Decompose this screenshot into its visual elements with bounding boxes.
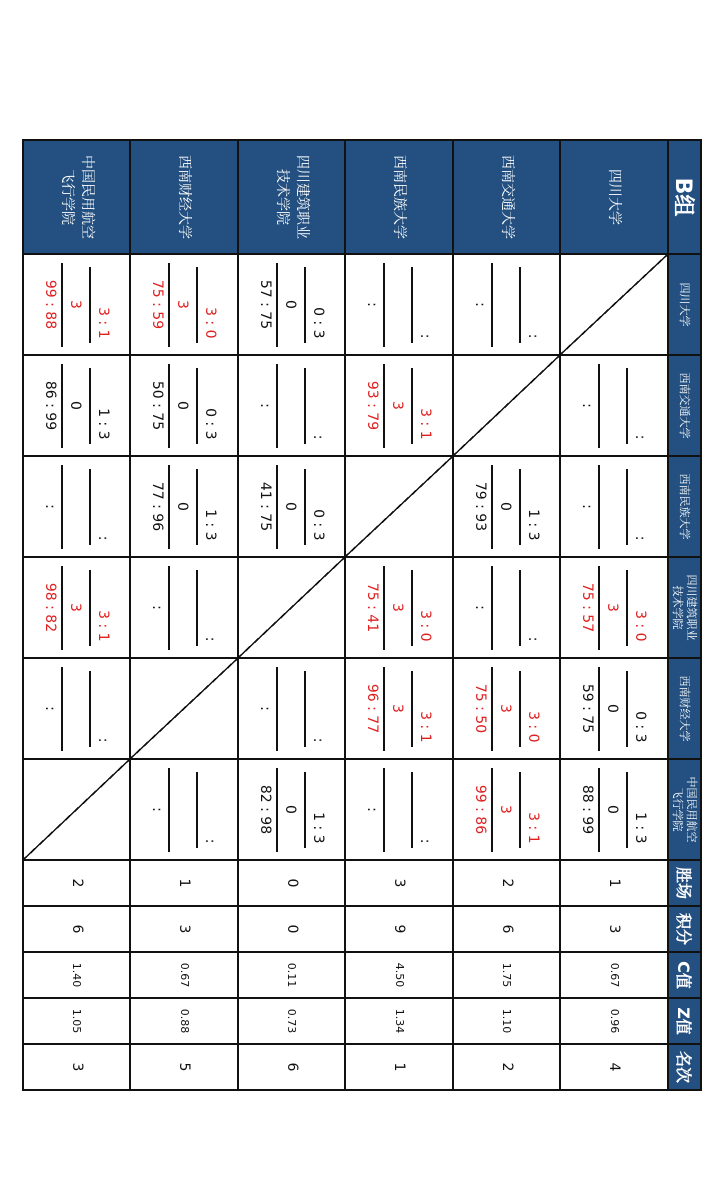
points-value: 3 [131, 906, 239, 952]
self-match-cell [561, 254, 669, 355]
total-points-score: : [576, 465, 600, 549]
self-match-cell [346, 456, 454, 557]
match-cell [453, 557, 561, 658]
self-match-cell [131, 658, 239, 759]
total-points-score: 75 : 41 [361, 566, 385, 650]
set-score: : [411, 267, 437, 343]
z-value: 0.88 [131, 998, 239, 1044]
set-score: : [196, 772, 222, 848]
rank-value: 5 [131, 1044, 239, 1090]
match-cell [23, 456, 131, 557]
match-result [132, 760, 238, 859]
set-score: : [519, 570, 545, 646]
total-points-score: : [361, 263, 385, 347]
match-result [24, 558, 130, 657]
table-row [238, 140, 346, 1090]
total-points-score: : [469, 263, 493, 347]
match-result [239, 659, 345, 758]
points-value: 6 [23, 906, 131, 952]
match-cell [131, 254, 239, 355]
match-cell [561, 759, 669, 860]
set-score: 1 : 3 [196, 469, 222, 545]
column-header-stat: 积分 [668, 906, 701, 952]
match-points: 3 [174, 300, 191, 309]
wins-value: 3 [346, 860, 454, 906]
set-score: 1 : 3 [519, 469, 545, 545]
match-result [347, 255, 453, 354]
z-value: 0.96 [561, 998, 669, 1044]
c-value: 1.75 [453, 952, 561, 998]
set-score: : [196, 570, 222, 646]
c-value: 0.11 [238, 952, 346, 998]
table-row [131, 140, 239, 1090]
column-header-stat: C值 [668, 952, 701, 998]
set-score: : [519, 267, 545, 343]
match-points: 3 [496, 805, 513, 814]
table-body [23, 140, 668, 1090]
match-points: 3 [389, 401, 406, 410]
set-score: 3 : 0 [626, 570, 652, 646]
match-points [387, 807, 407, 811]
set-score: 3 : 1 [89, 267, 115, 343]
match-cell [238, 254, 346, 355]
match-points: 0 [174, 401, 191, 410]
match-points [65, 504, 85, 508]
match-result [347, 659, 453, 758]
match-points [602, 504, 622, 508]
match-cell [561, 456, 669, 557]
match-points [495, 302, 515, 306]
self-match-cell [23, 759, 131, 860]
table-row [453, 140, 561, 1090]
set-score: 1 : 3 [304, 772, 330, 848]
match-cell [238, 355, 346, 456]
total-points-score: 99 : 88 [39, 263, 63, 347]
set-score: 3 : 1 [519, 772, 545, 848]
match-cell [561, 557, 669, 658]
total-points-score: 75 : 59 [146, 263, 170, 347]
match-result [454, 255, 560, 354]
points-value: 9 [346, 906, 454, 952]
match-cell [238, 456, 346, 557]
match-result [562, 457, 668, 556]
match-points: 0 [604, 704, 621, 713]
group-title: B组 [668, 140, 701, 254]
c-value: 1.40 [23, 952, 131, 998]
set-score: 3 : 0 [519, 671, 545, 747]
set-score: : [304, 368, 330, 444]
match-result [347, 558, 453, 657]
match-cell [346, 759, 454, 860]
z-value: 1.05 [23, 998, 131, 1044]
match-result [454, 659, 560, 758]
set-score: 1 : 3 [626, 772, 652, 848]
match-result [24, 457, 130, 556]
match-result [347, 356, 453, 455]
match-result [562, 760, 668, 859]
match-points: 3 [389, 603, 406, 612]
match-cell [23, 557, 131, 658]
match-cell [453, 759, 561, 860]
set-score: 3 : 1 [89, 570, 115, 646]
rank-value: 3 [23, 1044, 131, 1090]
c-value: 0.67 [561, 952, 669, 998]
total-points-score: : [254, 364, 278, 448]
total-points-score: : [576, 364, 600, 448]
set-score: : [411, 772, 437, 848]
match-points: 0 [174, 502, 191, 511]
row-header-team: 西南民族大学 [346, 140, 454, 254]
rank-value: 2 [453, 1044, 561, 1090]
match-result [132, 255, 238, 354]
match-points: 3 [66, 300, 83, 309]
self-match-cell [453, 355, 561, 456]
match-result [132, 457, 238, 556]
match-cell [131, 557, 239, 658]
total-points-score: 59 : 75 [576, 667, 600, 751]
total-points-score: : [146, 768, 170, 852]
set-score: : [626, 368, 652, 444]
points-value: 0 [238, 906, 346, 952]
row-header-team: 西南交通大学 [453, 140, 561, 254]
table-row [561, 140, 669, 1090]
match-cell [453, 658, 561, 759]
match-cell [23, 254, 131, 355]
c-value: 0.67 [131, 952, 239, 998]
match-result [24, 659, 130, 758]
match-points [65, 706, 85, 710]
total-points-score: 41 : 75 [254, 465, 278, 549]
match-points: 0 [281, 300, 298, 309]
match-points: 0 [281, 805, 298, 814]
self-match-cell [238, 557, 346, 658]
match-result [239, 760, 345, 859]
total-points-score: 79 : 93 [469, 465, 493, 549]
total-points-score: 96 : 77 [361, 667, 385, 751]
total-points-score: : [254, 667, 278, 751]
rank-value: 4 [561, 1044, 669, 1090]
total-points-score: 98 : 82 [39, 566, 63, 650]
rank-value: 6 [238, 1044, 346, 1090]
total-points-score: 77 : 96 [146, 465, 170, 549]
match-cell [453, 254, 561, 355]
row-header-team: 中国民用航空 飞行学院 [23, 140, 131, 254]
match-points: 0 [281, 502, 298, 511]
set-score: 3 : 1 [411, 368, 437, 444]
total-points-score: : [146, 566, 170, 650]
match-points: 0 [66, 401, 83, 410]
header-row [668, 140, 701, 1090]
match-cell [131, 456, 239, 557]
total-points-score: 93 : 79 [361, 364, 385, 448]
match-cell [346, 557, 454, 658]
wins-value: 1 [131, 860, 239, 906]
column-header-stat: 胜场 [668, 860, 701, 906]
match-points: 3 [66, 603, 83, 612]
wins-value: 0 [238, 860, 346, 906]
table-row [346, 140, 454, 1090]
match-points [602, 403, 622, 407]
z-value: 1.34 [346, 998, 454, 1044]
z-value: 1.10 [453, 998, 561, 1044]
match-result [24, 356, 130, 455]
total-points-score: : [469, 566, 493, 650]
match-result [454, 457, 560, 556]
set-score: 3 : 0 [196, 267, 222, 343]
set-score: 0 : 3 [196, 368, 222, 444]
match-cell [561, 355, 669, 456]
match-result [454, 558, 560, 657]
total-points-score: : [361, 768, 385, 852]
set-score: 3 : 0 [411, 570, 437, 646]
total-points-score: 75 : 50 [469, 667, 493, 751]
total-points-score: 50 : 75 [146, 364, 170, 448]
set-score: 1 : 3 [89, 368, 115, 444]
match-points: 0 [496, 502, 513, 511]
total-points-score: 75 : 57 [576, 566, 600, 650]
match-result [24, 255, 130, 354]
column-header-team: 西南交通大学 [668, 355, 701, 456]
match-result [239, 356, 345, 455]
match-cell [346, 355, 454, 456]
wins-value: 2 [453, 860, 561, 906]
match-cell [131, 355, 239, 456]
set-score: : [304, 671, 330, 747]
row-header-team: 西南财经大学 [131, 140, 239, 254]
total-points-score: : [39, 465, 63, 549]
match-points: 0 [604, 805, 621, 814]
match-cell [238, 759, 346, 860]
match-points: 3 [389, 704, 406, 713]
set-score: : [89, 469, 115, 545]
column-header-team: 西南民族大学 [668, 456, 701, 557]
column-header-team: 四川建筑职业 技术学院 [668, 557, 701, 658]
match-points [280, 706, 300, 710]
set-score: : [626, 469, 652, 545]
match-points [172, 807, 192, 811]
match-points [172, 605, 192, 609]
total-points-score: 82 : 98 [254, 768, 278, 852]
total-points-score: 86 : 99 [39, 364, 63, 448]
match-result [132, 356, 238, 455]
match-cell [453, 456, 561, 557]
match-cell [23, 355, 131, 456]
points-value: 6 [453, 906, 561, 952]
row-header-team: 四川大学 [561, 140, 669, 254]
c-value: 4.50 [346, 952, 454, 998]
match-result [562, 659, 668, 758]
column-header-team: 西南财经大学 [668, 658, 701, 759]
total-points-score: 88 : 99 [576, 768, 600, 852]
match-result [454, 760, 560, 859]
match-points: 3 [496, 704, 513, 713]
match-points [495, 605, 515, 609]
match-result [562, 558, 668, 657]
standings-table [22, 139, 702, 1091]
match-cell [346, 254, 454, 355]
match-cell [346, 658, 454, 759]
set-score: 0 : 3 [626, 671, 652, 747]
column-header-stat: 名次 [668, 1044, 701, 1090]
match-cell [561, 658, 669, 759]
match-cell [131, 759, 239, 860]
wins-value: 1 [561, 860, 669, 906]
match-cell [23, 658, 131, 759]
set-score: 3 : 1 [411, 671, 437, 747]
row-header-team: 四川建筑职业 技术学院 [238, 140, 346, 254]
column-header-stat: Z值 [668, 998, 701, 1044]
match-points [387, 302, 407, 306]
rank-value: 1 [346, 1044, 454, 1090]
table-row [23, 140, 131, 1090]
match-result [239, 255, 345, 354]
column-header-team: 中国民用航空 飞行学院 [668, 759, 701, 860]
total-points-score: : [39, 667, 63, 751]
match-cell [238, 658, 346, 759]
wins-value: 2 [23, 860, 131, 906]
set-score: : [89, 671, 115, 747]
match-result [347, 760, 453, 859]
match-points [280, 403, 300, 407]
set-score: 0 : 3 [304, 267, 330, 343]
match-result [562, 356, 668, 455]
match-result [239, 457, 345, 556]
column-header-team: 四川大学 [668, 254, 701, 355]
standings-board [22, 139, 702, 1083]
set-score: 0 : 3 [304, 469, 330, 545]
z-value: 0.73 [238, 998, 346, 1044]
total-points-score: 57 : 75 [254, 263, 278, 347]
points-value: 3 [561, 906, 669, 952]
match-points: 3 [604, 603, 621, 612]
match-result [132, 558, 238, 657]
total-points-score: 99 : 86 [469, 768, 493, 852]
